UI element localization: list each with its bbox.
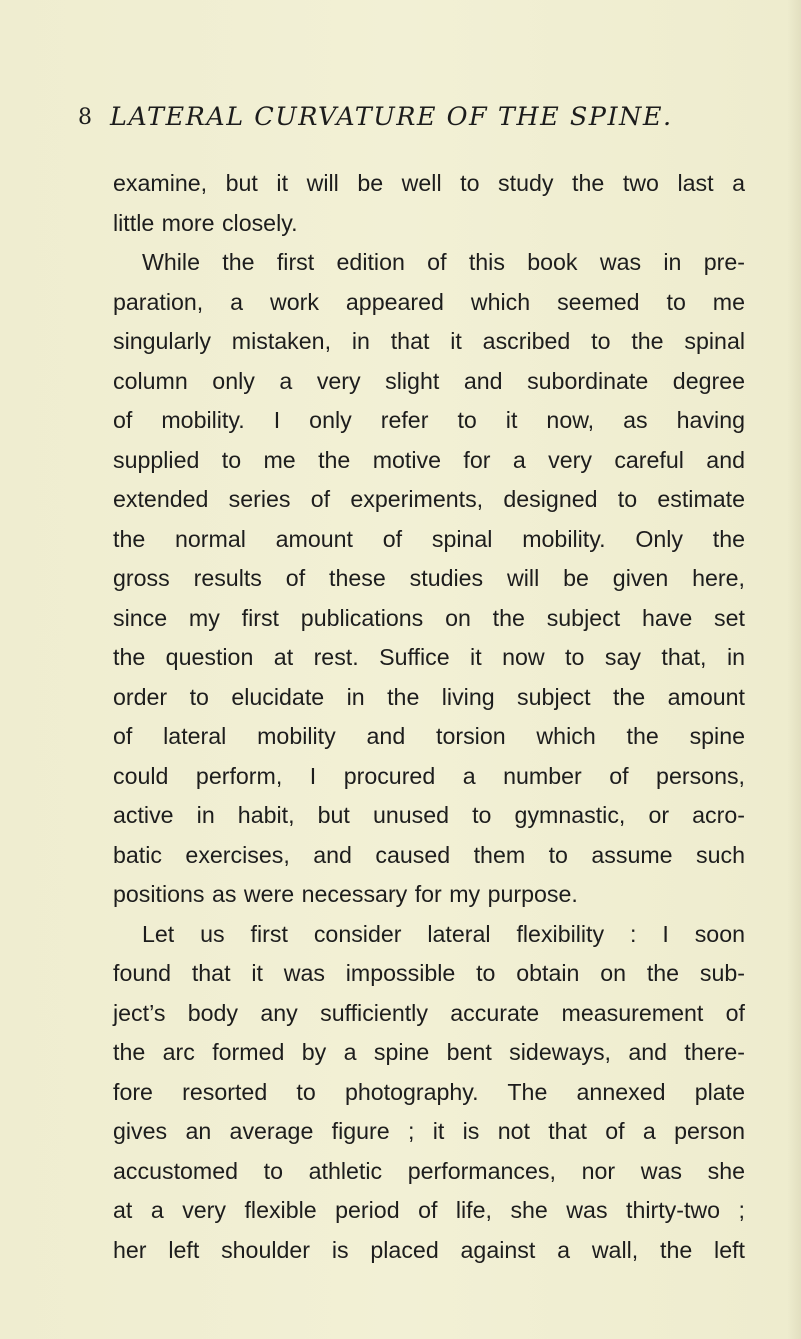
running-title: LATERAL CURVATURE OF THE SPINE.	[110, 102, 673, 132]
text-line: of mobility. I only refer to it now, as having	[113, 407, 745, 433]
text-line: the normal amount of spinal mobility. Only the	[113, 525, 745, 552]
text-line: found that it was impossible to obtain on the sub-	[113, 960, 745, 986]
text-line: active in habit, but unused to gymnastic, or acro-	[113, 802, 745, 828]
text-line: examine, but it will be well to study the two last a	[113, 170, 745, 196]
text-line: While the first edition of this book was in pre-	[142, 249, 745, 275]
text-line: positions as were necessary for my purpose.	[113, 881, 578, 907]
page-number: 8	[78, 105, 92, 130]
text-line: could perform, I procured a number of persons,	[113, 762, 745, 789]
text-line: supplied to me the motive for a very careful and	[113, 446, 745, 473]
text-line: accustomed to athletic performances, nor was she	[113, 1157, 745, 1184]
text-line: gross results of these studies will be given here,	[113, 565, 745, 591]
text-line: fore resorted to photography. The annexed plate	[113, 1078, 745, 1105]
text-line: little more closely.	[113, 209, 298, 236]
text-line: at a very flexible period of life, she was thirty-two ;	[113, 1197, 745, 1223]
text-line: extended series of experiments, designed to estimate	[113, 486, 745, 512]
text-line: ject’s body any sufficiently accurate measurement of	[113, 999, 745, 1026]
text-line: the question at rest. Suffice it now to say that, in	[113, 644, 745, 670]
text-line: Let us first consider lateral flexibility : I soon	[142, 920, 745, 947]
text-line: order to elucidate in the living subject the amount	[113, 683, 745, 710]
text-line: her left shoulder is placed against a wall, the left	[113, 1236, 745, 1263]
text-line: the arc formed by a spine bent sideways, and there-	[113, 1039, 745, 1065]
text-line: since my first publications on the subject have set	[113, 604, 745, 631]
text-line: gives an average figure ; it is not that of a person	[113, 1118, 745, 1144]
text-line: singularly mistaken, in that it ascribed to the spinal	[113, 328, 745, 354]
text-line: of lateral mobility and torsion which the spine	[113, 723, 745, 749]
body-text	[113, 164, 745, 1270]
running-head	[78, 102, 728, 138]
text-line: paration, a work appeared which seemed to me	[113, 288, 745, 315]
text-line: column only a very slight and subordinate degree	[113, 367, 745, 394]
text-line: batic exercises, and caused them to assume such	[113, 841, 745, 868]
page-edge-shadow	[787, 0, 801, 1339]
